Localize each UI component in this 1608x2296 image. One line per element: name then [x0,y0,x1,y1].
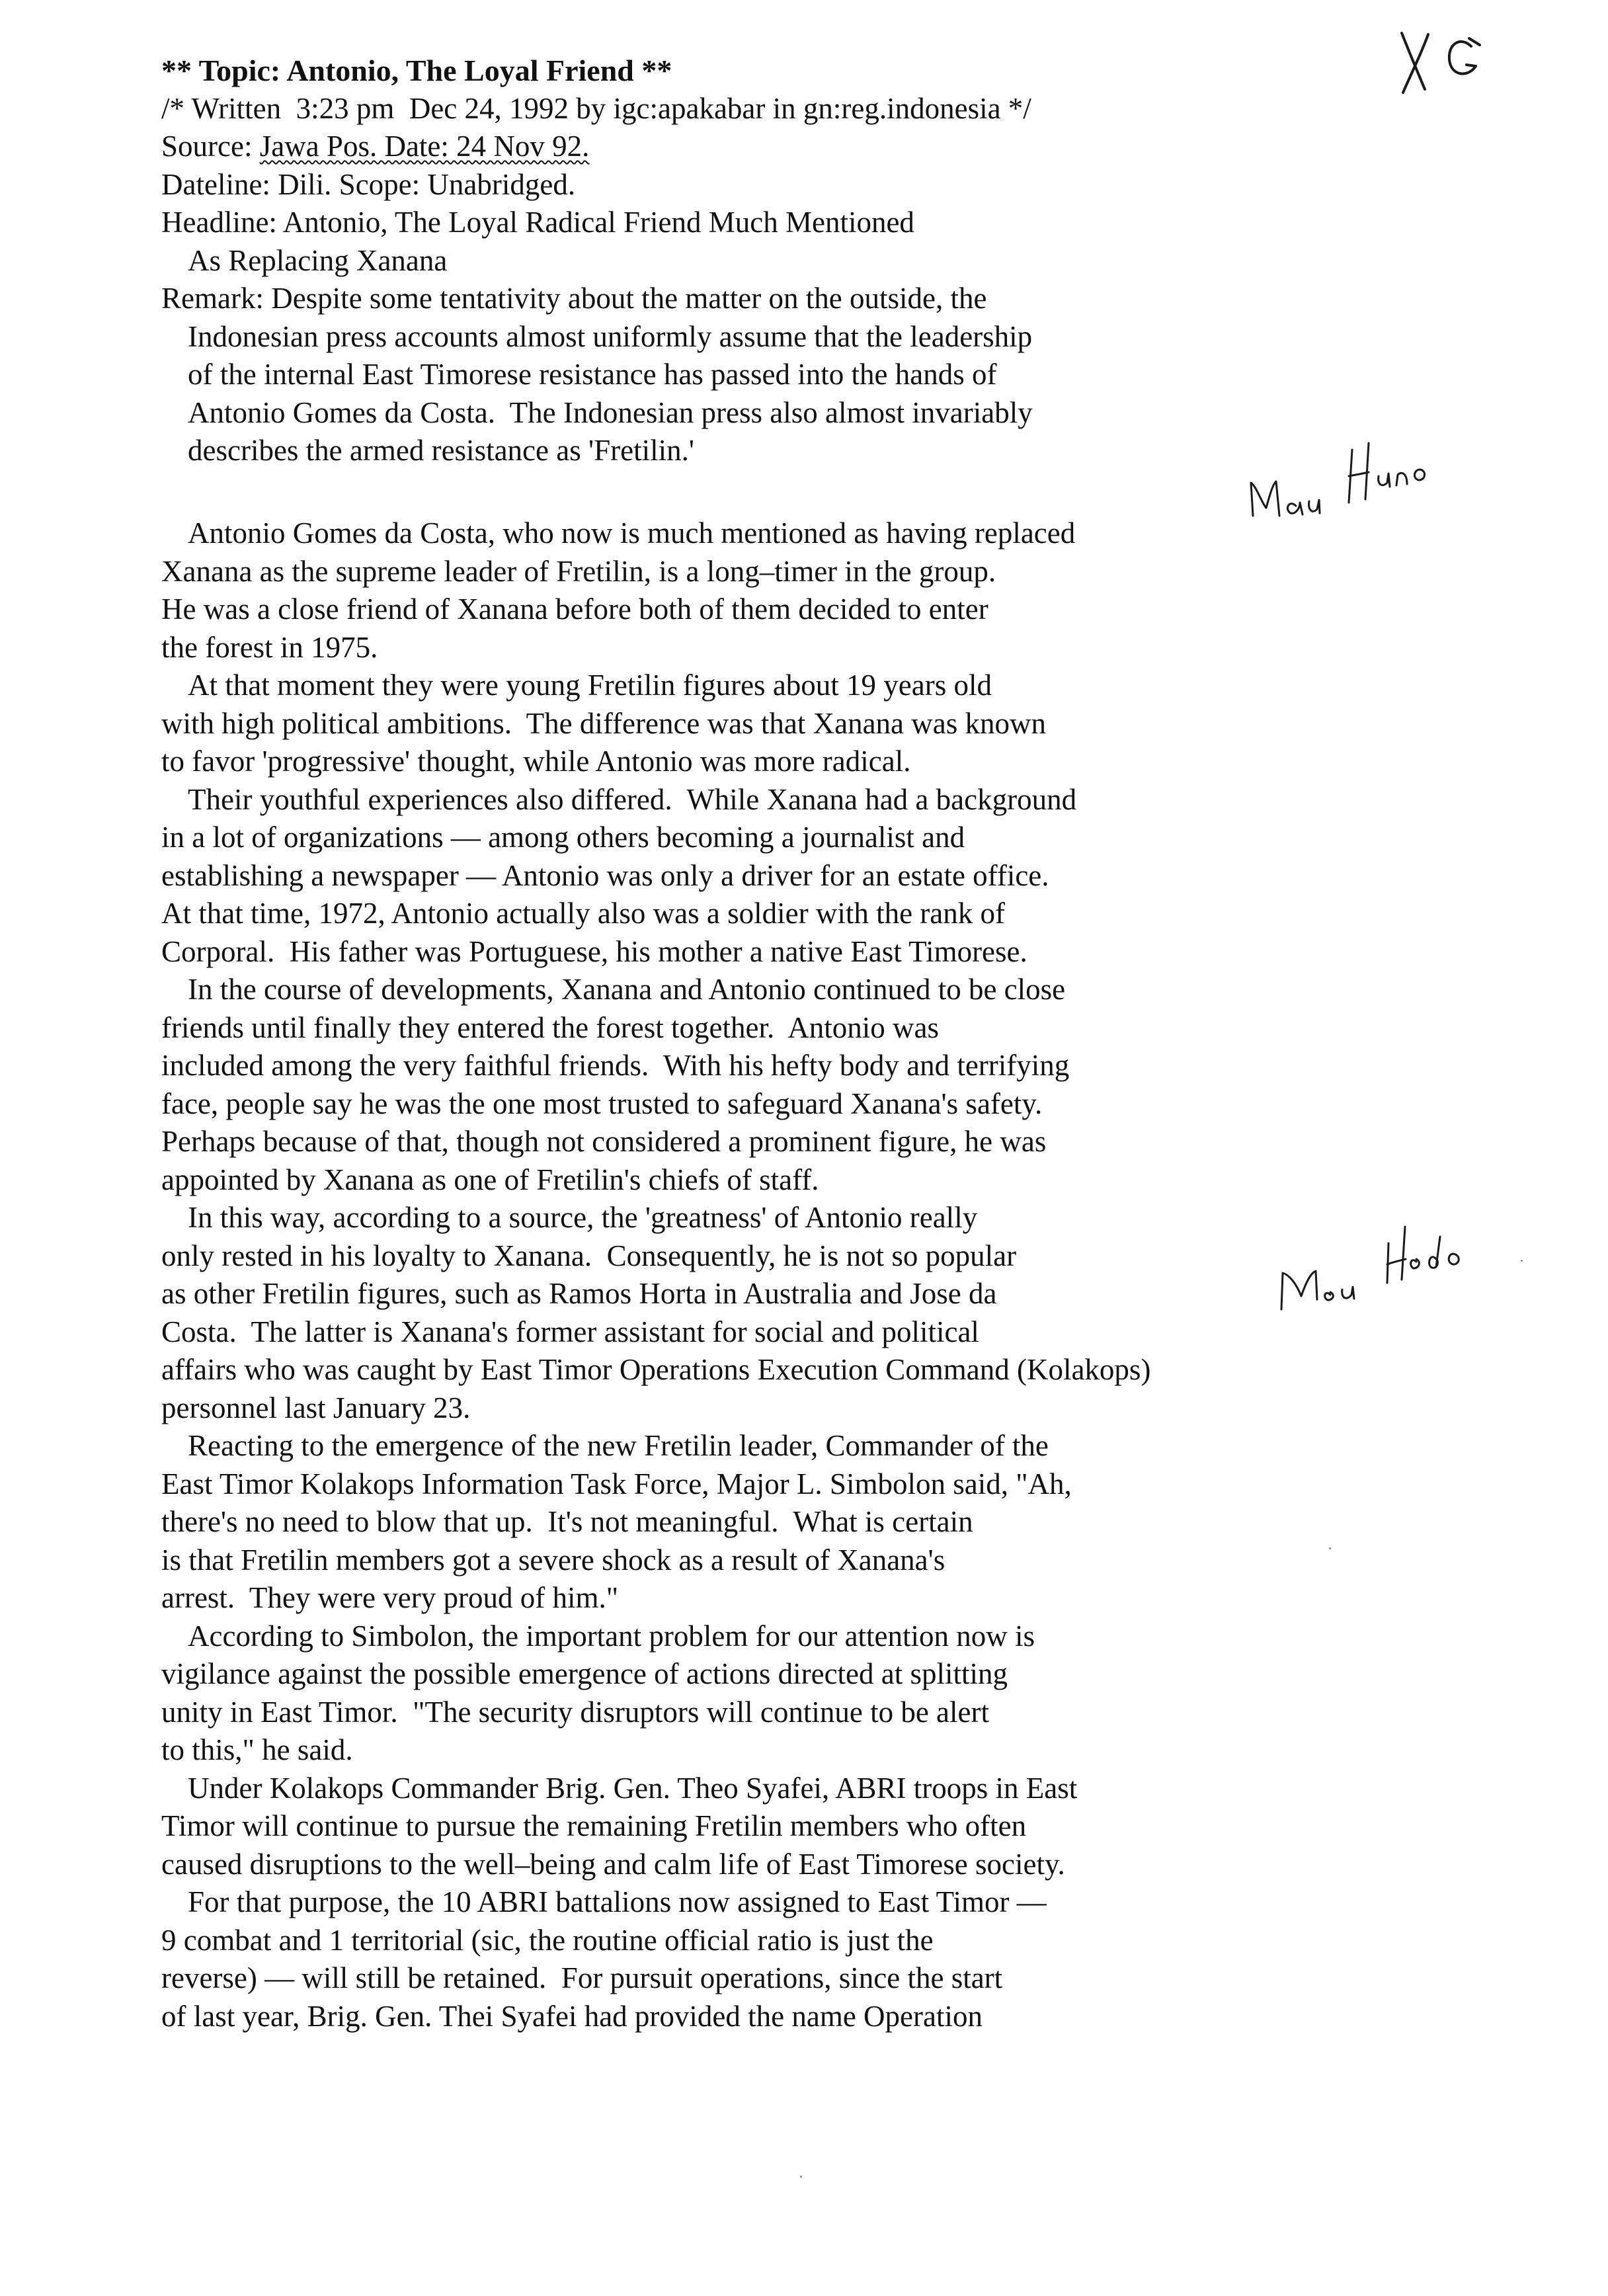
topic-line: ** Topic: Antonio, The Loyal Friend ** [161,54,672,87]
source-line [161,128,1351,166]
paragraph-line: Their youthful experiences also differed. While Xanana had a background [188,782,1077,816]
source-value: Jawa Pos. Date: 24 Nov 92. [259,130,590,163]
paragraph-line: face, people say he was the one most trusted to safeguard Xanana's safety. [161,1086,1043,1120]
paragraph-line: unity in East Timor. "The security disruptors will continue to be alert [161,1695,989,1729]
headline-line-1: Headline: Antonio, The Loyal Radical Friend Much Mentioned [161,206,914,239]
paragraph-line: For that purpose, the 10 ABRI battalions now assigned to East Timor –– [188,1885,1047,1918]
paragraph-line: Costa. The latter is Xanana's former assistant for social and political [161,1315,979,1348]
paragraph-line: establishing a newspaper –– Antonio was only a driver for an estate office. [161,858,1049,892]
scan-speck [1329,1547,1331,1549]
paragraph-line: Under Kolakops Commander Brig. Gen. Theo Syafei, ABRI troops in East [188,1771,1078,1805]
paragraph-line: to favor 'progressive' thought, while Antonio was more radical. [161,745,911,778]
paragraph [161,1618,1351,1770]
remark-line: Remark: Despite some tentativity about the matter on the outside, the [161,282,987,315]
paragraph-line: Timor will continue to pursue the remaining Fretilin members who often [161,1809,1027,1842]
paragraph [161,667,1351,781]
paragraph-line: there's no need to blow that up. It's not meaningful. What is certain [161,1505,973,1538]
paragraph-line: only rested in his loyalty to Xanana. Consequently, he is not so popular [161,1239,1017,1272]
remark-line: Antonio Gomes da Costa. The Indonesian press also almost invariably [188,395,1033,429]
scan-speck [800,2176,802,2178]
document-header [161,52,1351,470]
paragraph-line: In the course of developments, Xanana and Antonio continued to be close [188,973,1066,1006]
headline-line-2: As Replacing Xanana [188,243,448,277]
remark-line: describes the armed resistance as 'Fretilin.' [188,434,694,467]
written-line: /* Written 3:23 pm Dec 24, 1992 by igc:apakabar in gn:reg.indonesia */ [161,91,1031,125]
handwritten-margin-note-1 [1243,423,1481,555]
scan-speck [1521,1260,1523,1262]
paragraph-line: included among the very faithful friends. With his hefty body and terrifying [161,1049,1070,1082]
paragraph-line: in a lot of organizations –– among others becoming a journalist and [161,821,965,854]
paragraph-line: East Timor Kolakops Information Task Force, Major L. Simbolon said, "Ah, [161,1467,1072,1500]
paragraph-line: appointed by Xanana as one of Fretilin's chiefs of staff. [161,1163,819,1196]
paragraph-line: Antonio Gomes da Costa, who now is much mentioned as having replaced [188,516,1076,550]
handwritten-initials-mark [1395,26,1501,99]
paragraph-line: At that moment they were young Fretilin figures about 19 years old [188,669,992,702]
paragraph [161,1883,1351,2035]
paragraph-line: as other Fretilin figures, such as Ramos Horta in Australia and Jose da [161,1277,997,1310]
paragraph-line: arrest. They were very proud of him." [161,1581,619,1614]
source-prefix: Source: [161,130,260,163]
paragraph-line: personnel last January 23. [161,1391,471,1424]
paragraph [161,1199,1351,1427]
paragraph-line: In this way, according to a source, the 'greatness' of Antonio really [188,1201,978,1234]
remark-line: Indonesian press accounts almost uniformly assume that the leadership [188,319,1033,353]
paragraph-line: Xanana as the supreme leader of Fretilin, is a long–timer in the group. [161,554,996,588]
paragraph [161,1427,1351,1618]
paragraph-line: vigilance against the possible emergence of actions directed at splitting [161,1657,1008,1690]
remark-line: of the internal East Timorese resistance has passed into the hands of [188,358,997,391]
paragraph-line: Reacting to the emergence of the new Fretilin leader, Commander of the [188,1429,1049,1462]
paragraph-line: the forest in 1975. [161,630,378,664]
paragraph-line: Corporal. His father was Portuguese, his mother a native East Timorese. [161,934,1027,968]
paragraph-line: He was a close friend of Xanana before both of them decided to enter [161,593,988,626]
paragraph-line: 9 combat and 1 territorial (sic, the routine official ratio is just the [161,1923,934,1957]
paragraph [161,514,1351,667]
paragraph-line: Perhaps because of that, though not considered a prominent figure, he was [161,1125,1047,1158]
paragraph-line: is that Fretilin members got a severe shock as a result of Xanana's [161,1543,945,1577]
paragraph [161,1770,1351,1884]
paragraph-line: According to Simbolon, the important problem for our attention now is [188,1619,1035,1653]
article-body [161,514,1351,2035]
paragraph [161,781,1351,971]
paragraph-line: caused disruptions to the well–being and calm life of East Timorese society. [161,1847,1065,1881]
paragraph [161,971,1351,1199]
paragraph-line: At that time, 1972, Antonio actually also was a soldier with the rank of [161,897,1005,930]
paragraph-line: friends until finally they entered the forest together. Antonio was [161,1010,939,1044]
dateline-line: Dateline: Dili. Scope: Unabridged. [161,167,576,201]
paragraph-line: of last year, Brig. Gen. Thei Syafei had provided the name Operation [161,1999,983,2033]
handwritten-margin-note-2 [1269,1210,1508,1323]
paragraph-line: with high political ambitions. The difference was that Xanana was known [161,706,1047,740]
paragraph-line: affairs who was caught by East Timor Operations Execution Command (Kolakops) [161,1353,1151,1386]
paragraph-line: reverse) –– will still be retained. For pursuit operations, since the start [161,1961,1003,1994]
paragraph-line: to this," he said. [161,1733,353,1766]
